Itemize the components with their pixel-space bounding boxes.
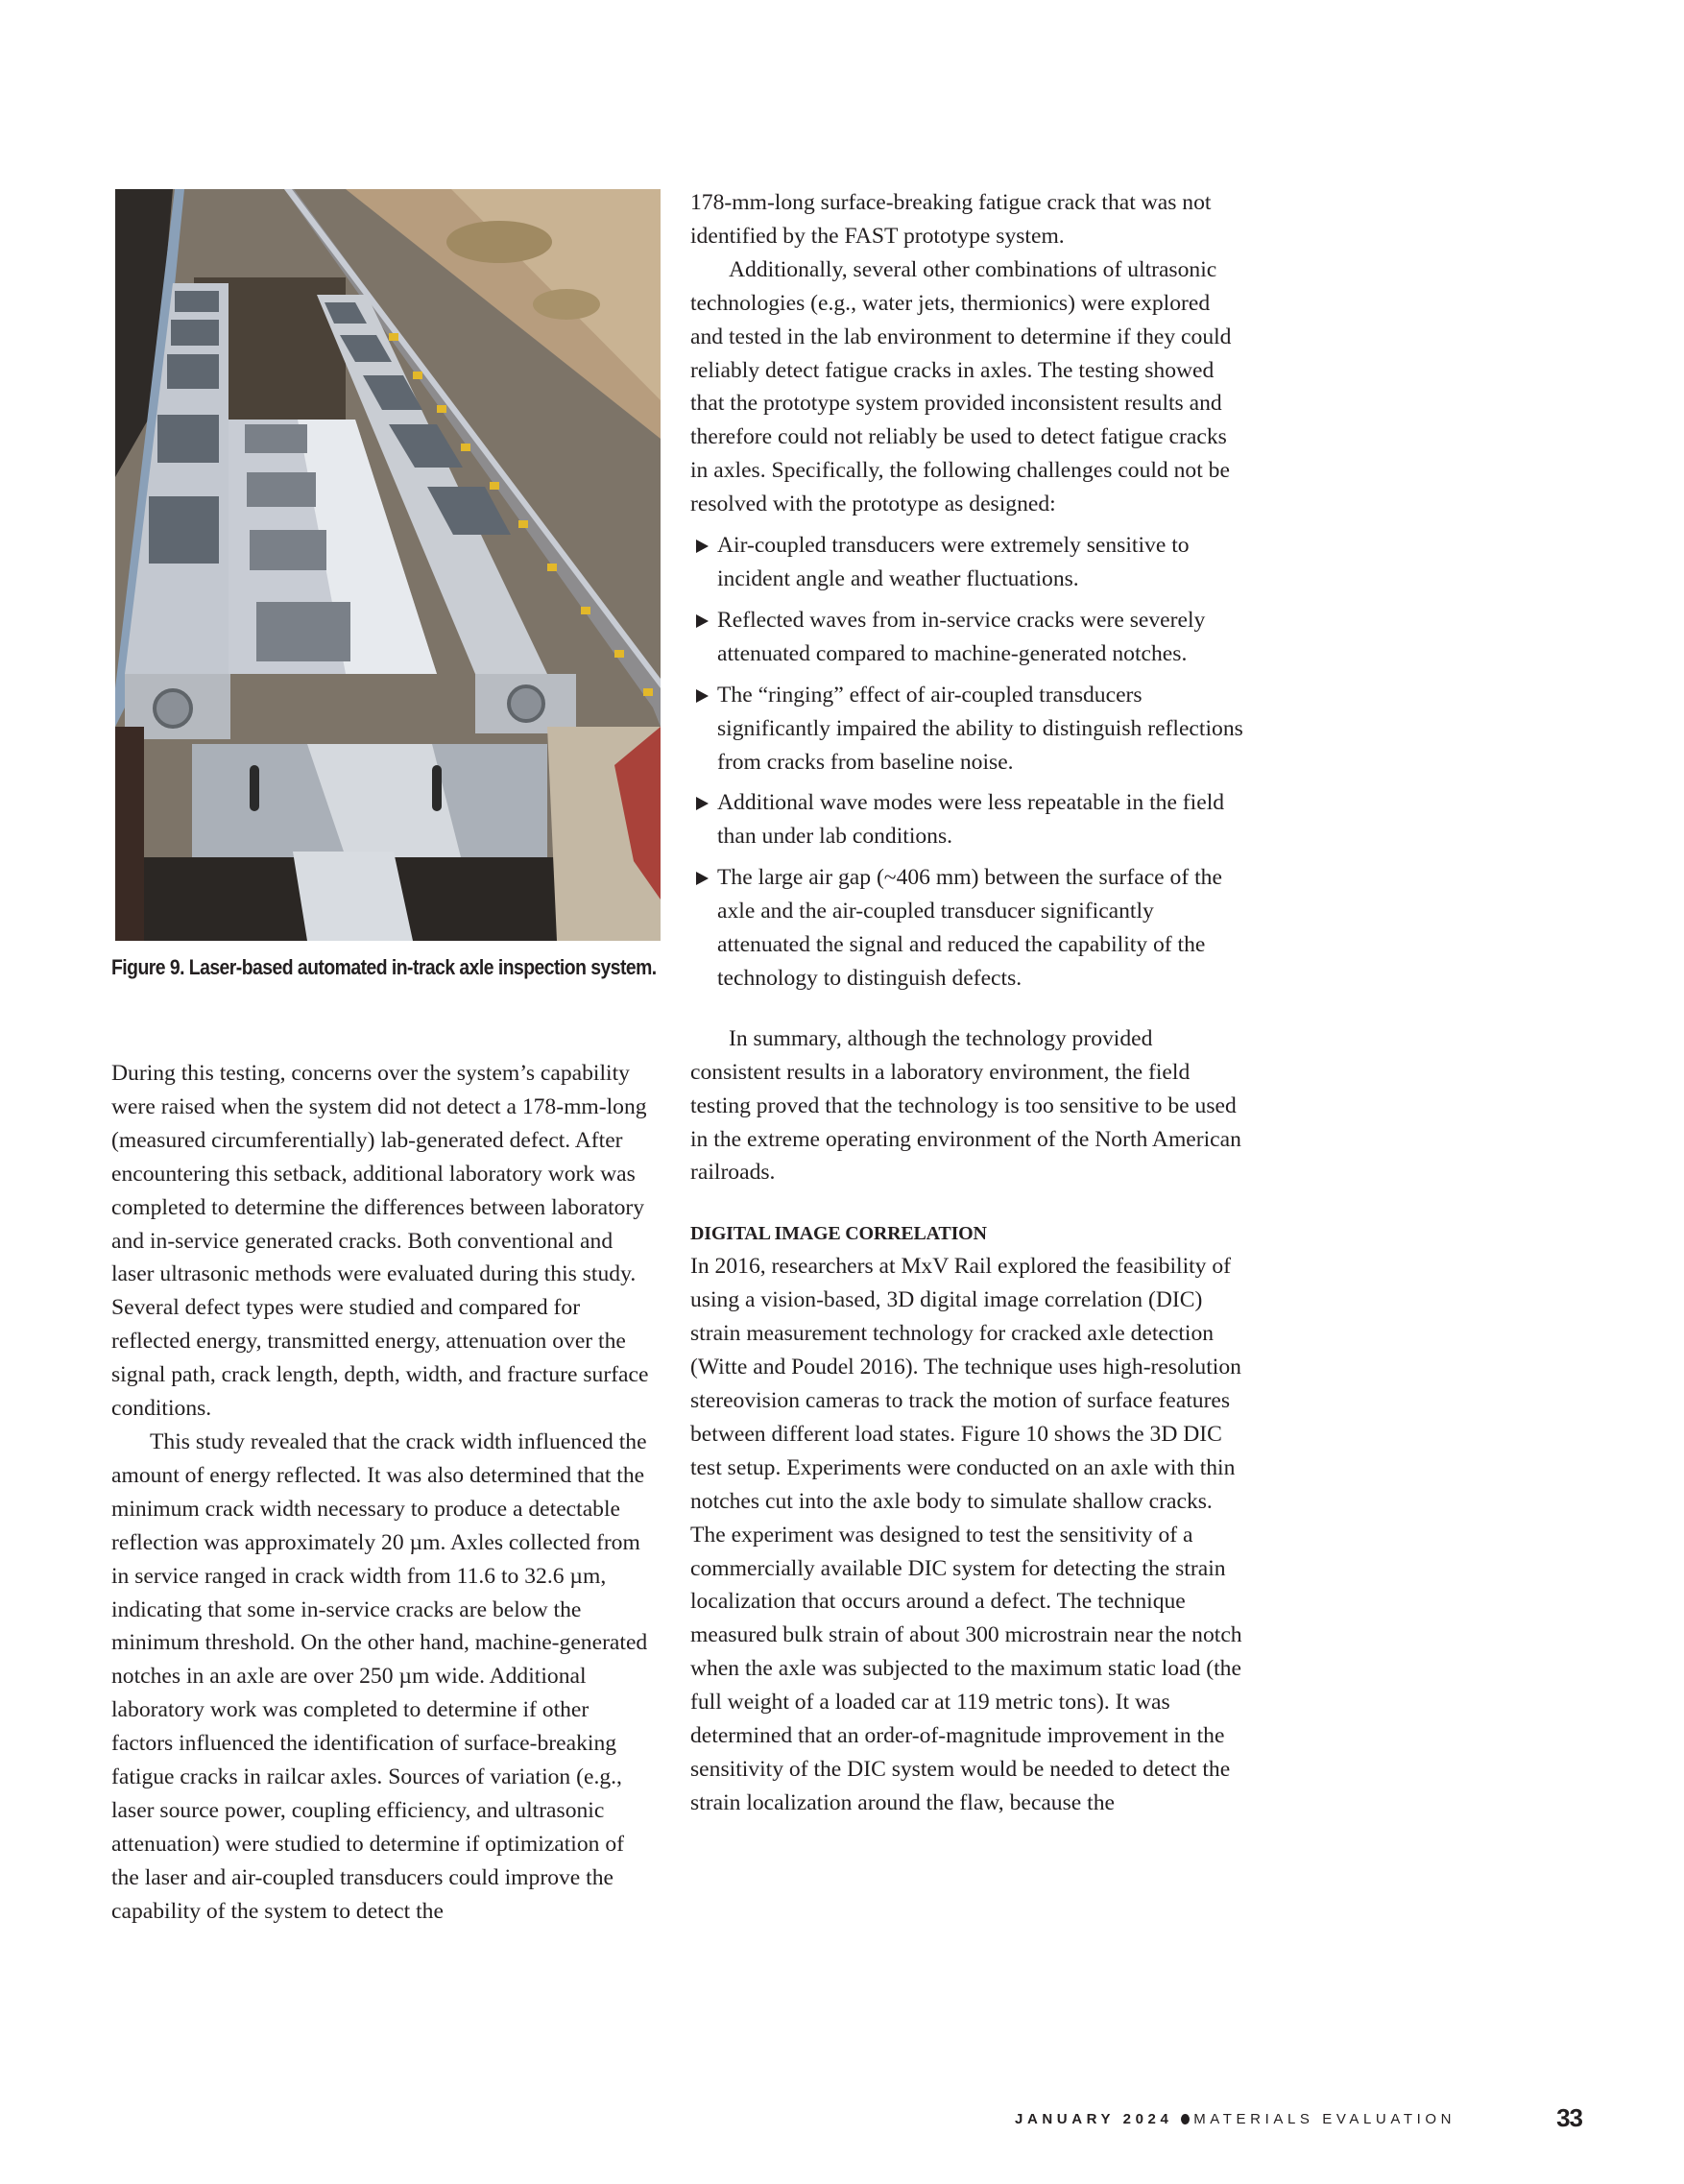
list-item (690, 786, 1247, 853)
body-paragraph: During this testing, concerns over the system’s capability were raised when the system did not detect a 178-mm-long (measured circumferentially) lab-generated defect. After encountering this setback, additional laboratory work was completed to determine the differences between laboratory and in-service generated cracks. Both conventional and laser ultrasonic methods were evaluated during this study. Several defect types were studied and compared for reflected energy, transmitted energy, attenuation over the signal path, crack length, depth, width, and fracture surface conditions. (111, 1061, 649, 1422)
publication-name: MATERIALS EVALUATION (1193, 2111, 1456, 2127)
page-number: 33 (1556, 2103, 1582, 2132)
triangle-bullet-icon (696, 689, 709, 703)
shrub (533, 289, 600, 320)
issue-date: JANUARY 2024 (1015, 2111, 1173, 2127)
footer-running-head (1015, 2111, 1455, 2127)
list-item-text: Reflected waves from in-service cracks were severely attenuated compared to machine-generated notches. (717, 607, 1206, 666)
shrub (446, 221, 552, 263)
right-column (690, 186, 1247, 1820)
triangle-bullet-icon (696, 797, 709, 810)
handle (250, 765, 259, 811)
triangle-bullet-icon (696, 614, 709, 628)
bullet-dot-icon (1181, 2114, 1190, 2124)
left-column (111, 1057, 654, 1929)
body-paragraph: In 2016, researchers at MxV Rail explored the feasibility of using a vision-based, 3D digital image correlation (DIC) strain measurement technology for cracked axle detection (Witte and Poudel 2016). The technique uses high-resolution stereovision cameras to track the motion of surface features between different load states. Figure 10 shows the 3D DIC test setup. Experiments were conducted on an axle with thin notches cut into the axle body to simulate shallow cracks. The experiment was designed to test the sensitivity of a commercially available DIC system for detecting the strain localization that occurs around a defect. The technique measured bulk strain of about 300 microstrain near the notch when the axle was subjected to the maximum static load (the full weight of a loaded car at 119 metric tons). It was determined that an order-of-magnitude improvement in the sensitivity of the DIC system would be needed to detect the strain localization around the flaw, because the (690, 1254, 1242, 1815)
left-wall (115, 727, 144, 941)
figure-9-photo (115, 189, 661, 941)
left-pipe-fitting (155, 690, 191, 727)
list-item (690, 529, 1247, 596)
body-paragraph: 178-mm-long surface-breaking fatigue crack that was not identified by the FAST prototype system. (690, 190, 1212, 249)
list-item-text: Air-coupled transducers were extremely sensitive to incident angle and weather fluctuations. (717, 533, 1190, 591)
right-pipe-fitting (509, 686, 543, 721)
list-item-text: The large air gap (~406 mm) between the surface of the axle and the air-coupled transducer significantly attenuated the signal and reduced the capability of the technology to distinguish defects. (717, 865, 1222, 991)
page-footer (960, 2105, 1632, 2134)
challenges-list (690, 529, 1247, 996)
figure-caption: Figure 9. Laser-based automated in-track axle inspection system. (111, 955, 657, 979)
list-item-text: Additional wave modes were less repeatable in the field than under lab conditions. (717, 790, 1225, 850)
list-item (690, 679, 1247, 780)
section-heading: DIGITAL IMAGE CORRELATION (690, 1223, 987, 1245)
list-item (690, 861, 1247, 996)
triangle-bullet-icon (696, 872, 709, 885)
list-item-text: The “ringing” effect of air-coupled transducers significantly impaired the ability to distinguish reflections from cracks from baseline noise. (717, 682, 1243, 775)
list-item (690, 604, 1247, 671)
summary-paragraph: In summary, although the technology provided consistent results in a laboratory environment, the field testing proved that the technology is too sensitive to be used in the extreme operating environment of the North American railroads. (690, 1025, 1241, 1186)
track-inspection-photo (115, 189, 661, 941)
body-paragraph: Additionally, several other combinations of ultrasonic technologies (e.g., water jets, thermionics) were explored and tested in the lab environment to determine if they could reliably detect fatigue cracks in axles. The testing showed that the prototype system provided inconsistent results and therefore could not reliably be used to detect fatigue cracks in axles. Specifically, the following challenges could not be resolved with the prototype as designed: (690, 256, 1232, 517)
handle (432, 765, 442, 811)
triangle-bullet-icon (696, 540, 709, 553)
body-paragraph: This study revealed that the crack width influenced the amount of energy reflected. It was also determined that the minimum crack width necessary to produce a detectable reflection was approximately 20 µm. Axles collected from in service ranged in crack width from 11.6 to 32.6 µm, indicating that some in-service cracks are below the minimum threshold. On the other hand, machine-generated notches in an axle are over 250 µm wide. Additional laboratory work was completed to determine if other factors influenced the identification of surface-breaking fatigue cracks in railcar axles. Sources of variation (e.g., laser source power, coupling efficiency, and ultrasonic attenuation) were studied to determine if optimization of the laser and air-coupled transducers could improve the capability of the system to detect the (111, 1428, 648, 1924)
lower-beam (293, 852, 413, 941)
